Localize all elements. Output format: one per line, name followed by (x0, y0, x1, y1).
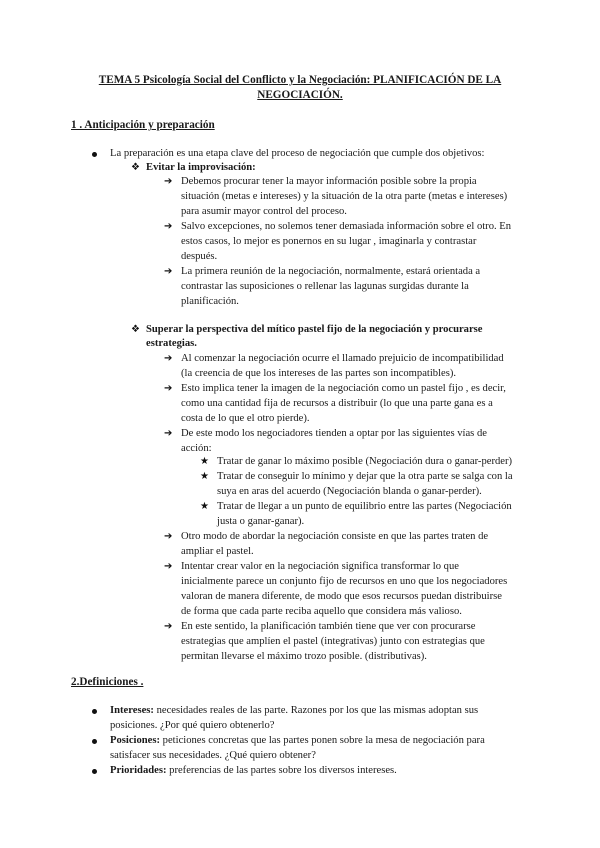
objective-2-item-6-line-2: estrategias que amplíen el pastel (integrativas) junto con estrategias que (181, 636, 485, 647)
arrow-bullet-icon: ➔ (164, 531, 173, 542)
objective-2-item-4-line-2: ampliar el pastel. (181, 546, 254, 557)
objective-2-item-5-line-2: inicialmente parece un conjunto fijo de recursos en uno que los negociadores (181, 576, 508, 587)
objective-1-item-3-line-1: La primera reunión de la negociación, normalmente, estará orientada a (181, 266, 481, 277)
bullet-icon (92, 709, 97, 714)
definition-term: Intereses: (110, 705, 154, 716)
objective-2-item-1-line-1: Al comenzar la negociación ocurre el llamado prejuicio de incompatibilidad (181, 353, 504, 364)
objective-2-item-2-line-1: Esto implica tener la imagen de la negociación como un pastel fijo , es decir, (181, 383, 506, 394)
objective-2-item-6-line-1: En este sentido, la planificación también tiene que ver con procurarse (181, 621, 476, 632)
objective-2-item-5-line-3: valoran de manera diferente, de modo que esos recursos puedan distribuirse (181, 591, 502, 602)
arrow-bullet-icon: ➔ (164, 561, 173, 572)
objective-1-item-2-line-3: después. (181, 251, 218, 262)
objective-2-item-5-line-4: de forma que cada parte reciba aquello que considera más valioso. (181, 606, 462, 617)
objective-1-item-1-line-1: Debemos procurar tener la mayor información posible sobre la propia (181, 176, 477, 187)
objective-2-item-6-line-3: permitan llevarse el máximo trozo posible. (distributivas). (181, 651, 427, 662)
definition-posiciones-line-2: satisfacer sus necesidades. ¿Qué quiero obtener? (110, 750, 316, 761)
objective-1-item-3-line-2: contrastar las suposiciones o rellenar las lagunas surgidas durante la (181, 281, 469, 292)
arrow-bullet-icon: ➔ (164, 221, 173, 232)
arrow-bullet-icon: ➔ (164, 621, 173, 632)
objective-2-item-2-line-3: costa de lo que el otro pierde). (181, 413, 310, 424)
arrow-bullet-icon: ➔ (164, 266, 173, 277)
objective-2-title-line-1: Superar la perspectiva del mítico pastel fijo de la negociación y procurarse (146, 324, 483, 335)
arrow-bullet-icon: ➔ (164, 383, 173, 394)
objective-1-title: Evitar la improvisación: (146, 162, 256, 173)
objective-1-item-2-line-2: estos casos, lo mejor es ponernos en su lugar , imaginarla y contrastar (181, 236, 477, 247)
objective-1-item-1-line-3: para asumir mayor control del proceso. (181, 206, 347, 217)
title-line-1: TEMA 5 Psicología Social del Conflicto y la Negociación: PLANIFICACIÓN DE LA (98, 74, 502, 86)
objective-1-item-2-line-1: Salvo excepciones, no solemos tener demasiada información sobre el otro. En (181, 221, 512, 232)
section-1-heading: 1 . Anticipación y preparación (71, 119, 215, 131)
diamond-bullet-icon: ❖ (131, 162, 140, 173)
section-2-heading: 2.Definiciones . (71, 676, 144, 688)
definition-term: Posiciones: (110, 735, 161, 746)
arrow-bullet-icon: ➔ (164, 353, 173, 364)
objective-1-item-1-line-2: situación (metas e intereses) y la situación de la otra parte (metas e intereses) (181, 191, 508, 202)
strategy-1-line-1: Tratar de ganar lo máximo posible (Negociación dura o ganar-perder) (217, 456, 513, 467)
objective-1-item-3-line-3: planificación. (181, 296, 239, 307)
objective-2-item-4-line-1: Otro modo de abordar la negociación consiste en que las partes traten de (181, 531, 489, 542)
arrow-bullet-icon: ➔ (164, 176, 173, 187)
star-bullet-icon: ★ (200, 456, 209, 467)
arrow-bullet-icon: ➔ (164, 428, 173, 439)
section-1-intro: La preparación es una etapa clave del proceso de negociación que cumple dos objetivos: (110, 148, 485, 159)
page-title (80, 73, 520, 103)
definition-term: Prioridades: (110, 765, 167, 776)
objective-2-item-1-line-2: (la creencia de que los intereses de las partes son incompatibles). (181, 368, 457, 379)
strategy-2-line-1: Tratar de conseguir lo mínimo y dejar que la otra parte se salga con la (217, 471, 513, 482)
strategy-3-line-2: justa o ganar-ganar). (217, 516, 305, 527)
objective-2-item-3-line-1: De este modo los negociadores tienden a optar por las siguientes vías de (181, 428, 487, 439)
definition-intereses-line-2: posiciones. ¿Por qué quiero obtenerlo? (110, 720, 275, 731)
bullet-icon (92, 152, 97, 157)
objective-2-item-2-line-2: como una cantidad fija de recursos a distribuir (lo que una parte gana es a (181, 398, 493, 409)
bullet-icon (92, 769, 97, 774)
objective-2-item-3-line-2: acción: (181, 443, 212, 454)
definition-intereses-line-1: Intereses: necesidades reales de las parte. Razones por los que las mismas adoptan sus (110, 705, 479, 716)
star-bullet-icon: ★ (200, 501, 209, 512)
star-bullet-icon: ★ (200, 471, 209, 482)
title-line-2: NEGOCIACIÓN. (257, 89, 343, 101)
definition-posiciones-line-1: Posiciones: peticiones concretas que las partes ponen sobre la mesa de negociación para (110, 735, 485, 746)
bullet-icon (92, 739, 97, 744)
objective-2-item-5-line-1: Intentar crear valor en la negociación significa transformar lo que (181, 561, 459, 572)
strategy-2-line-2: suya en aras del acuerdo (Negociación blanda o ganar-perder). (217, 486, 482, 497)
diamond-bullet-icon: ❖ (131, 324, 140, 335)
definition-prioridades-line-1: Prioridades: preferencias de las partes sobre los diversos intereses. (110, 765, 397, 776)
strategy-3-line-1: Tratar de llegar a un punto de equilibrio entre las partes (Negociación (217, 501, 512, 512)
objective-2-title-line-2: estrategias. (146, 338, 197, 349)
